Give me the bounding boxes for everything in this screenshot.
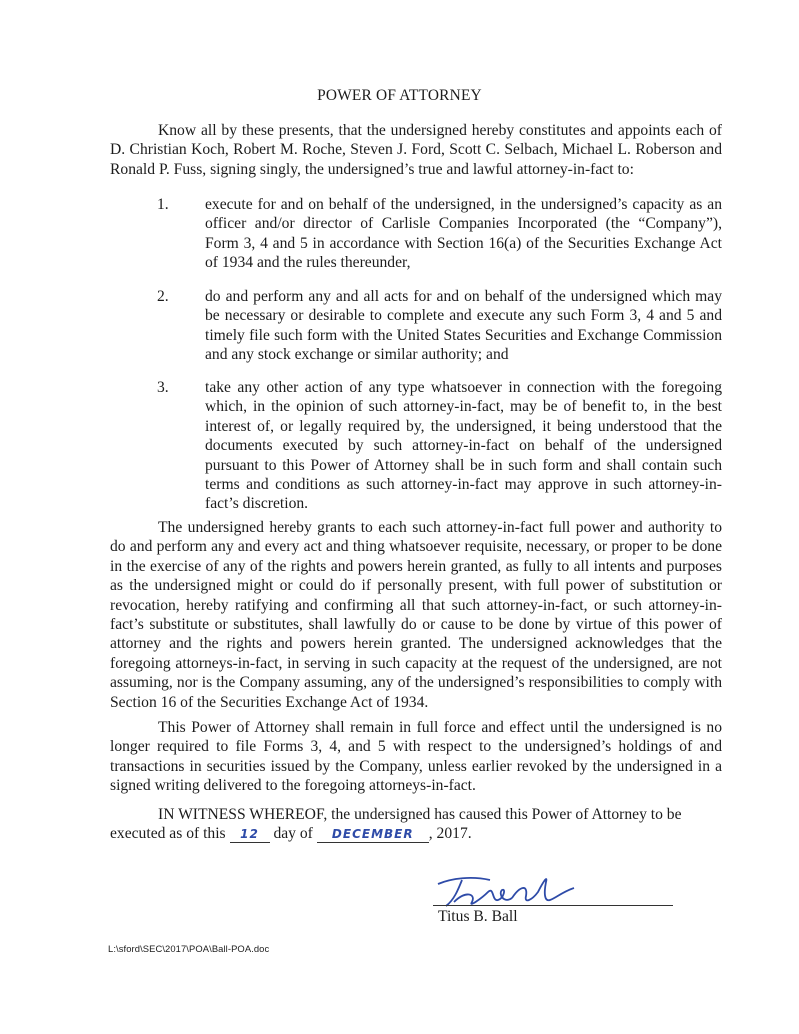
item-2-text: do and perform any and all acts for and on behalf of the undersigned which may be necessary or desirable to complete and execute any such Form 3, 4 and 5 and timely file such form with the United States Securities and Exchange Commission and any stock exchange or similar authority; and [205,288,722,364]
witness-clause [110,805,722,844]
signature-line [433,905,673,906]
document-title: POWER OF ATTORNEY [317,87,482,104]
intro-paragraph: Know all by these presents, that the undersigned hereby constitutes and appoints each of D. Christian Koch, Robert M. Roche, Steven J. Ford, Scott C. Selbach, Michael L. Roberson and Ronald P. Fuss, signing singly, the undersigned’s true and lawful attorney-in-fact to: [110,122,722,178]
witness-line-2 [110,824,722,843]
witness-line-1: IN WITNESS WHEREOF, the undersigned has caused this Power of Attorney to be [158,806,682,823]
item-1-text: execute for and on behalf of the undersigned, in the undersigned’s capacity as an officer and/or director of Carlisle Companies Incorporated (the “Company”), Form 3, 4 and 5 in accordance with Section 16(a) of the Securities Exchange Act of 1934 and the rules thereunder, [205,196,722,272]
month-field: DECEMBER [317,826,429,843]
duration-paragraph: This Power of Attorney shall remain in full force and effect until the undersigned is no longer required to file Forms 3, 4, and 5 with respect to the undersigned’s holdings of and transactions in securities issued by the Company, unless earlier revoked by the undersigned in a signed writing delivered to the foregoing attorneys-in-fact. [110,719,722,795]
day-field: 12 [230,826,270,843]
witness-day-word: day of [273,825,313,843]
item-1-number: 1. [157,196,169,213]
signer-name: Titus B. Ball [438,908,518,925]
item-3-text: take any other action of any type whatsoever in connection with the foregoing which, in the opinion of such attorney-in-fact, may be of benefit to, in the best interest of, or legally required by, the undersigned, it being understood that the documents executed by such attorney-in-fact on behalf of the undersigned pursuant to this Power of Attorney shall be in such form and shall contain such terms and conditions as such attorney-in-fact may approve in such attorney-in-fact’s discretion. [205,379,722,513]
grant-paragraph: The undersigned hereby grants to each such attorney-in-fact full power and authority to do and perform any and every act and thing whatsoever requisite, necessary, or proper to be done in the exercise of any of the rights and powers herein granted, as fully to all intents and purposes as the undersigned might or could do if personally present, with full power of substitution or revocation, hereby ratifying and confirming all that such attorney-in-fact, or such attorney-in-fact’s substitute or substitutes, shall lawfully do or cause to be done by virtue of this power of attorney and the rights and powers herein granted. The undersigned acknowledges that the foregoing attorneys-in-fact, in serving in such capacity at the request of the undersigned, are not assuming, nor is the Company assuming, any of the undersigned’s responsibilities to comply with Section 16 of the Securities Exchange Act of 1934. [110,519,722,711]
witness-year: , 2017. [428,825,472,843]
witness-prefix: executed as of this [110,825,226,843]
item-2-number: 2. [157,288,169,305]
item-3-number: 3. [157,379,169,396]
handwritten-signature [432,872,582,912]
file-path-footer: L:\sford\SEC\2017\POA\Ball-POA.doc [108,943,270,954]
